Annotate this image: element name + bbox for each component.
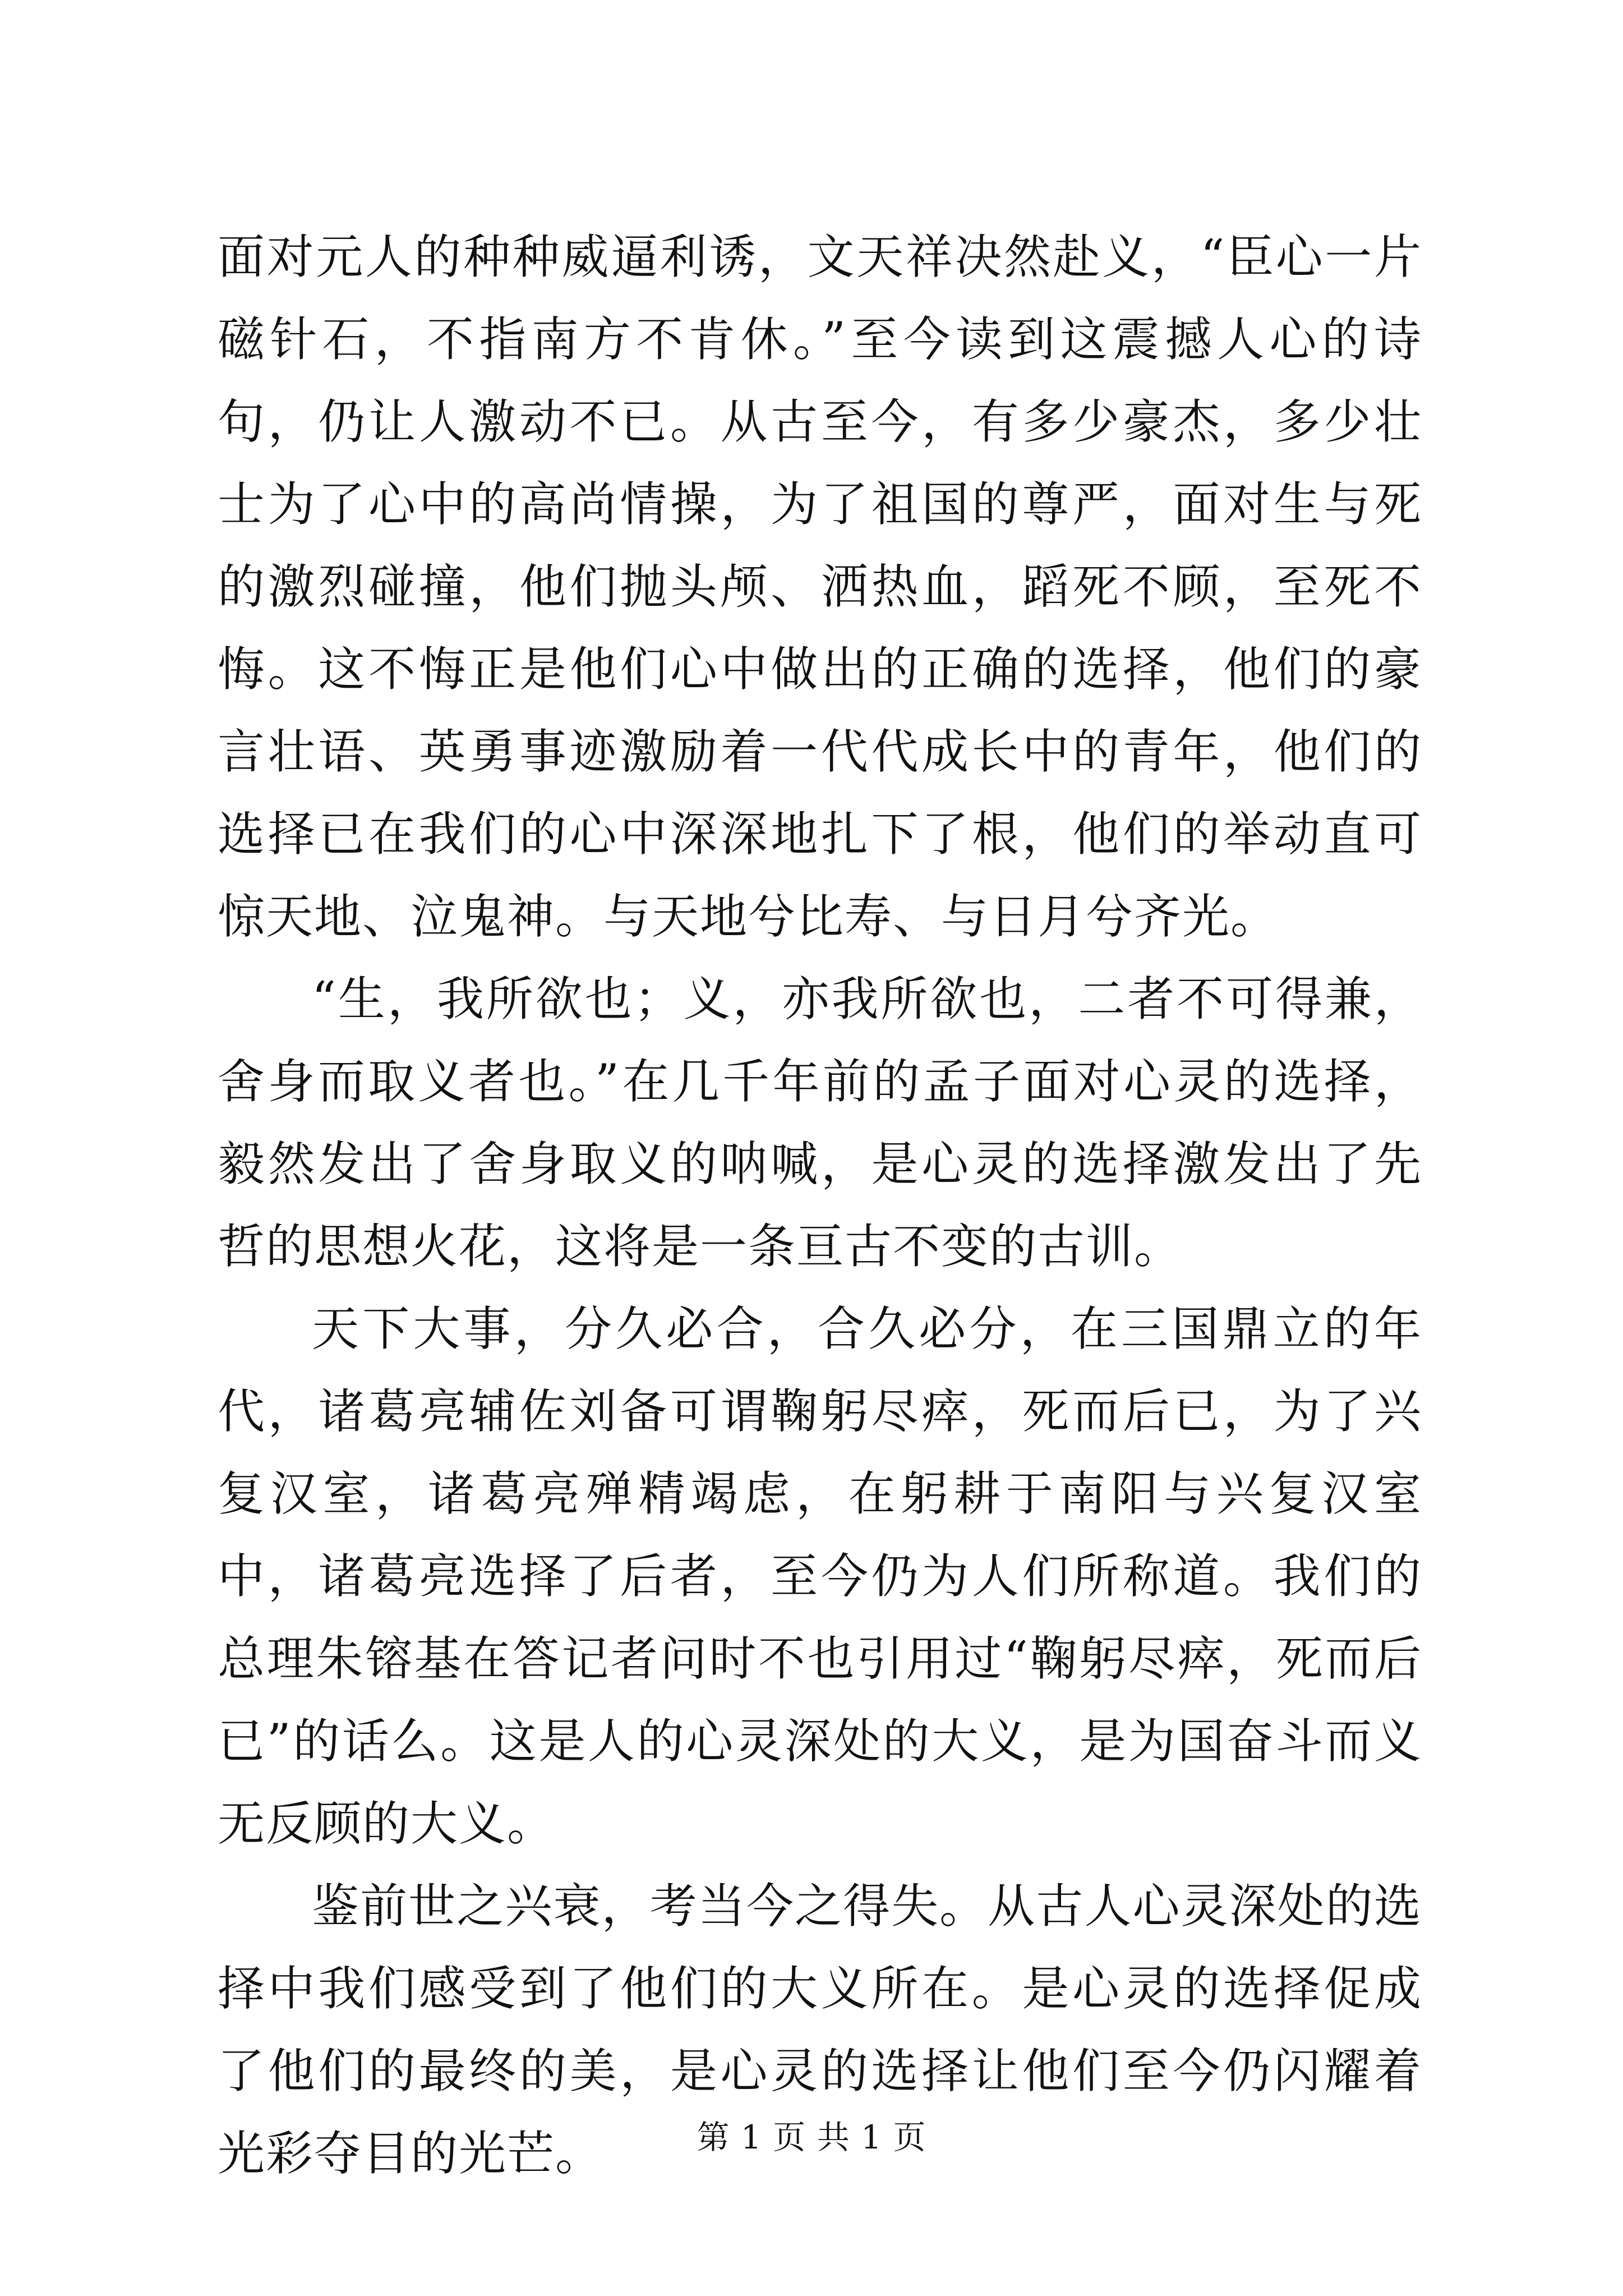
paragraph-4: 鉴前世之兴衰，考当今之得失。从古人心灵深处的选择中我们感受到了他们的大义所在。是心灵的选择促成了他们的最终的美，是心灵的选择让他们至今仍闪耀着光彩夺目的光芒。 [218,1879,1422,2181]
page-number: 第 1 页 共 1 页 [697,2118,926,2156]
paragraph-1: 面对元人的种种威逼利诱，文天祥决然赴义，“臣心一片磁针石，不指南方不肯休。”至今读到这震撼人心的诗句，仍让人激动不已。从古至今，有多少豪杰，多少壮士为了心中的高尚情操，为了祖国的尊严，面对生与死的激烈碰撞，他们抛头颅、洒热血，蹈死不顾，至死不悔。这不悔正是他们心中做出的正确的选择，他们的豪言壮语、英勇事迹激励着一代代成长中的青年，他们的选择已在我们的心中深深地扎下了根，他们的举动直可惊天地、泣鬼神。与天地兮比寿、与日月兮齐光。 [218,229,1422,944]
document-body [218,216,1422,2195]
page-footer [0,2118,1623,2157]
paragraph-3: 天下大事，分久必合，合久必分，在三国鼎立的年代，诸葛亮辅佐刘备可谓鞠躬尽瘁，死而后已，为了兴复汉室，诸葛亮殚精竭虑，在躬耕于南阳与兴复汉室中，诸葛亮选择了后者，至今仍为人们所称道。我们的总理朱镕基在答记者问时不也引用过“鞠躬尽瘁，死而后已”的话么。这是人的心灵深处的大义，是为国奋斗而义无反顾的大义。 [218,1301,1422,1851]
paragraph-2: “生，我所欲也；义，亦我所欲也，二者不可得兼，舍身而取义者也。”在几千年前的孟子面对心灵的选择，毅然发出了舍身取义的呐喊，是心灵的选择激发出了先哲的思想火花，这将是一条亘古不变的古训。 [218,972,1422,1274]
